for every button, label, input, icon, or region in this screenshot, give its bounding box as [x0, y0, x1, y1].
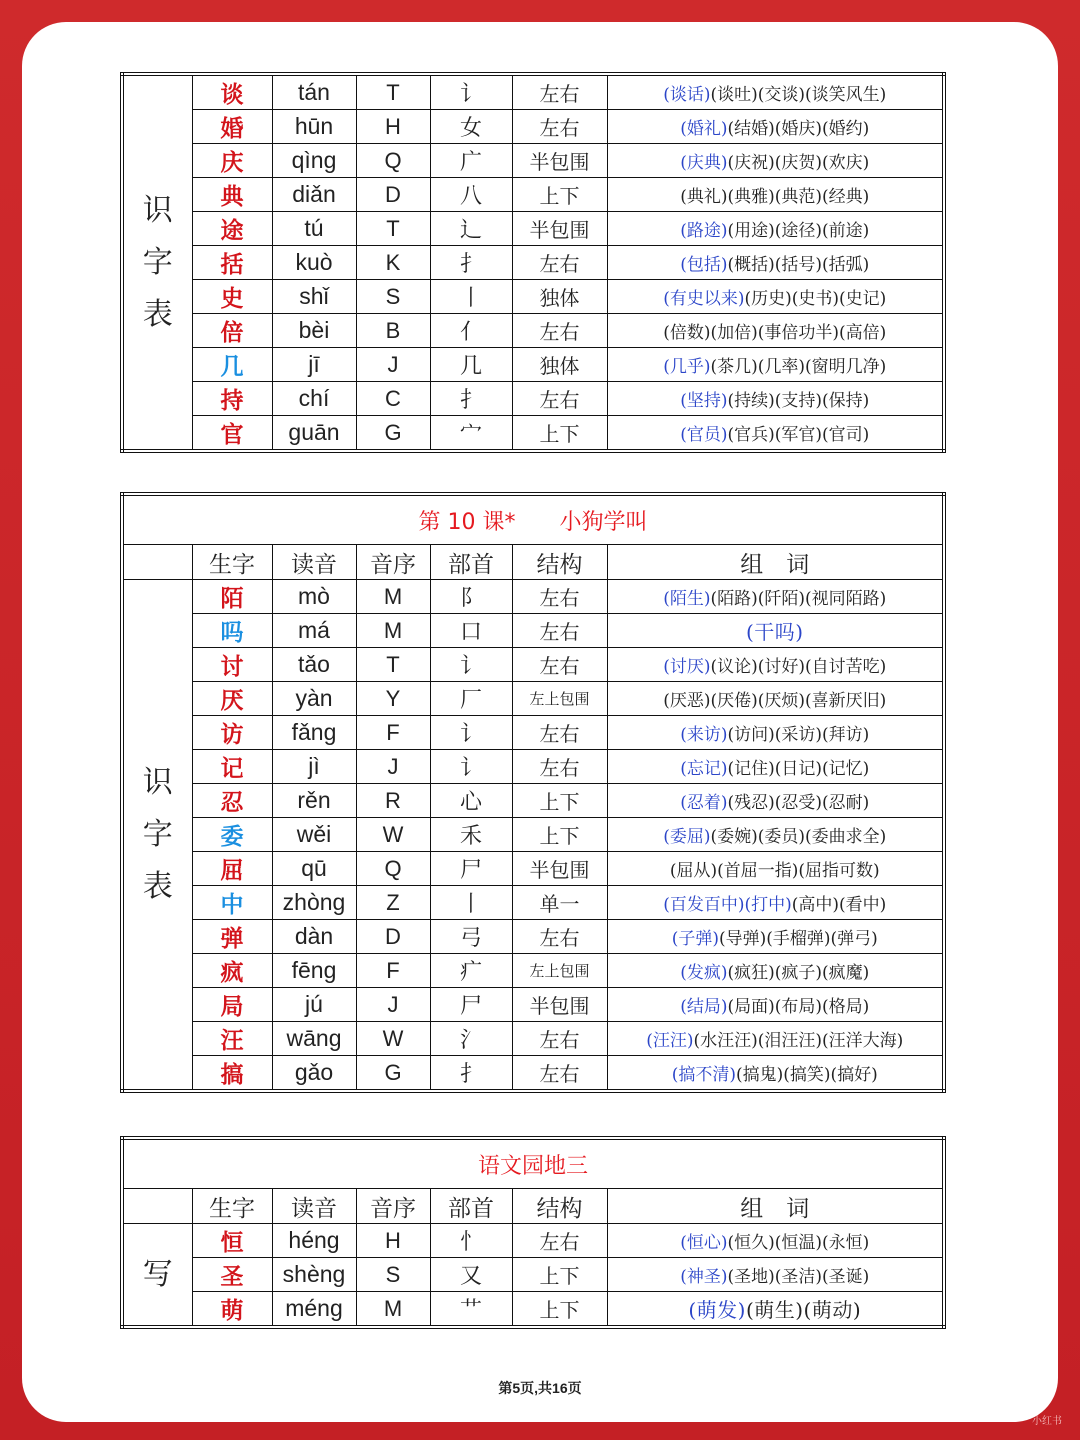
radical-cell: 讠 [430, 716, 512, 750]
pinyin-cell: qìng [272, 144, 356, 178]
structure-cell: 单一 [512, 886, 607, 920]
table-header-row [122, 545, 944, 580]
hanzi-cell: 持 [192, 382, 272, 416]
table-row [122, 1292, 944, 1328]
words-cell [607, 886, 944, 920]
index-letter-cell: B [356, 314, 430, 348]
vocab-table-garden-3 [120, 1136, 946, 1329]
table-row [122, 818, 944, 852]
hanzi-cell: 厌 [192, 682, 272, 716]
hanzi-cell: 吗 [192, 614, 272, 648]
structure-cell: 左上包围 [512, 682, 607, 716]
radical-cell: 口 [430, 614, 512, 648]
pinyin-cell: tǎo [272, 648, 356, 682]
words-cell [607, 920, 944, 954]
words-cell [607, 212, 944, 246]
radical-cell: 尸 [430, 852, 512, 886]
highlighted-word: (官员) [680, 425, 728, 445]
header-words: 组 词 [607, 545, 944, 580]
header-radical: 部首 [430, 545, 512, 580]
highlighted-word: (委屈) [663, 827, 711, 847]
index-letter-cell: D [356, 178, 430, 212]
highlighted-word: (谈话) [663, 85, 711, 105]
radical-cell: 辶 [430, 212, 512, 246]
highlighted-word: (萌发) [688, 1298, 746, 1322]
table-row [122, 580, 944, 614]
words-cell [607, 1258, 944, 1292]
other-words: (水汪汪)(泪汪汪)(汪洋大海) [693, 1031, 904, 1051]
pinyin-cell: qū [272, 852, 356, 886]
table-title-row [122, 494, 944, 545]
section-side-label [122, 1224, 192, 1328]
pinyin-cell: jú [272, 988, 356, 1022]
index-letter-cell: Q [356, 144, 430, 178]
header-structure: 结构 [512, 545, 607, 580]
index-letter-cell: C [356, 382, 430, 416]
structure-cell: 左右 [512, 920, 607, 954]
structure-cell: 左右 [512, 750, 607, 784]
page-footer: 第5页,共16页 [498, 1380, 582, 1396]
words-cell [607, 178, 944, 212]
structure-cell: 左右 [512, 716, 607, 750]
table-row [122, 178, 944, 212]
hanzi-cell: 典 [192, 178, 272, 212]
table-row [122, 110, 944, 144]
radical-cell: 丨 [430, 886, 512, 920]
structure-cell: 左右 [512, 74, 607, 110]
other-words: (典礼)(典雅)(典范)(经典) [680, 187, 870, 207]
words-cell [607, 144, 944, 178]
highlighted-word: (神圣) [680, 1267, 728, 1287]
words-cell [607, 988, 944, 1022]
lesson-number: 第 10 课* [418, 509, 516, 535]
index-letter-cell: F [356, 954, 430, 988]
radical-cell: 扌 [430, 382, 512, 416]
structure-cell: 左右 [512, 614, 607, 648]
structure-cell: 半包围 [512, 144, 607, 178]
structure-cell: 上下 [512, 178, 607, 212]
table-row [122, 920, 944, 954]
words-cell [607, 246, 944, 280]
index-letter-cell: H [356, 1224, 430, 1258]
structure-cell: 独体 [512, 348, 607, 382]
structure-cell: 左右 [512, 1056, 607, 1092]
words-cell [607, 416, 944, 452]
hanzi-cell: 婚 [192, 110, 272, 144]
hanzi-cell: 萌 [192, 1292, 272, 1328]
table-row [122, 988, 944, 1022]
highlighted-word: (婚礼) [680, 119, 728, 139]
words-cell [607, 818, 944, 852]
table-row [122, 212, 944, 246]
table-row [122, 886, 944, 920]
structure-cell: 上下 [512, 1292, 607, 1328]
highlighted-word: (结局) [680, 997, 728, 1017]
hanzi-cell: 汪 [192, 1022, 272, 1056]
table-row [122, 648, 944, 682]
words-cell [607, 348, 944, 382]
table-title-row [122, 1138, 944, 1189]
hanzi-cell: 委 [192, 818, 272, 852]
pinyin-cell: fǎng [272, 716, 356, 750]
table-row [122, 416, 944, 452]
radical-cell: 八 [430, 178, 512, 212]
highlighted-word: (庆典) [680, 153, 728, 173]
structure-cell: 左右 [512, 110, 607, 144]
pinyin-cell: guān [272, 416, 356, 452]
other-words: (搞鬼)(搞笑)(搞好) [735, 1065, 878, 1085]
other-words: (疯狂)(疯子)(疯魔) [727, 963, 870, 983]
garden-title: 语文园地三 [122, 1138, 944, 1189]
radical-cell: 讠 [430, 74, 512, 110]
hanzi-cell: 括 [192, 246, 272, 280]
header-pinyin: 读音 [272, 1189, 356, 1224]
radical-cell: 心 [430, 784, 512, 818]
radical-cell: 讠 [430, 750, 512, 784]
words-cell [607, 648, 944, 682]
index-letter-cell: W [356, 1022, 430, 1056]
index-letter-cell: J [356, 750, 430, 784]
highlighted-word: (汪汪) [646, 1031, 694, 1051]
other-words: (谈吐)(交谈)(谈笑风生) [710, 85, 887, 105]
hanzi-cell: 局 [192, 988, 272, 1022]
other-words: (历史)(史书)(史记) [744, 289, 887, 309]
hanzi-cell: 疯 [192, 954, 272, 988]
radical-cell: 扌 [430, 1056, 512, 1092]
hanzi-cell: 记 [192, 750, 272, 784]
other-words: (恒久)(恒温)(永恒) [727, 1233, 870, 1253]
structure-cell: 半包围 [512, 988, 607, 1022]
other-words: (萌生)(萌动) [745, 1298, 862, 1322]
other-words: (厌恶)(厌倦)(厌烦)(喜新厌旧) [663, 691, 887, 711]
hanzi-cell: 官 [192, 416, 272, 452]
other-words: (茶几)(几率)(窗明几净) [710, 357, 887, 377]
words-cell [607, 716, 944, 750]
structure-cell: 上下 [512, 818, 607, 852]
words-cell [607, 314, 944, 348]
other-words: (残忍)(忍受)(忍耐) [727, 793, 870, 813]
index-letter-cell: H [356, 110, 430, 144]
hanzi-cell: 访 [192, 716, 272, 750]
words-cell [607, 382, 944, 416]
index-letter-cell: Y [356, 682, 430, 716]
hanzi-cell: 中 [192, 886, 272, 920]
index-letter-cell: D [356, 920, 430, 954]
hanzi-cell: 庆 [192, 144, 272, 178]
table-row [122, 246, 944, 280]
words-cell [607, 280, 944, 314]
header-index: 音序 [356, 545, 430, 580]
other-words: (记住)(日记)(记忆) [727, 759, 870, 779]
index-letter-cell: T [356, 212, 430, 246]
hanzi-cell: 搞 [192, 1056, 272, 1092]
header-blank [122, 545, 192, 580]
header-index: 音序 [356, 1189, 430, 1224]
highlighted-word: (有史以来) [663, 289, 745, 309]
table-row [122, 682, 944, 716]
table-row [122, 144, 944, 178]
header-structure: 结构 [512, 1189, 607, 1224]
structure-cell: 左右 [512, 1022, 607, 1056]
hanzi-cell: 恒 [192, 1224, 272, 1258]
pinyin-cell: tú [272, 212, 356, 246]
words-cell [607, 1022, 944, 1056]
radical-cell: 禾 [430, 818, 512, 852]
header-char: 生字 [192, 1189, 272, 1224]
radical-cell: 亻 [430, 314, 512, 348]
hanzi-cell: 讨 [192, 648, 272, 682]
side-label-text: 识字表 [142, 764, 173, 904]
pinyin-cell: kuò [272, 246, 356, 280]
other-words: (用途)(途径)(前途) [727, 221, 870, 241]
highlighted-word: (搞不清) [671, 1065, 736, 1085]
highlighted-word: (发疯) [680, 963, 728, 983]
highlighted-word: (忍着) [680, 793, 728, 813]
hanzi-cell: 几 [192, 348, 272, 382]
hanzi-cell: 谈 [192, 74, 272, 110]
structure-cell: 半包围 [512, 212, 607, 246]
header-blank [122, 1189, 192, 1224]
table-row [122, 382, 944, 416]
hanzi-cell: 忍 [192, 784, 272, 818]
other-words: (陌路)(阡陌)(视同陌路) [710, 589, 887, 609]
highlighted-word: (忘记) [680, 759, 728, 779]
hanzi-cell: 倍 [192, 314, 272, 348]
highlighted-word: (陌生) [663, 589, 711, 609]
other-words: (议论)(讨好)(自讨苦吃) [710, 657, 887, 677]
highlighted-word: (子弹) [671, 929, 719, 949]
words-cell [607, 682, 944, 716]
highlighted-word: (坚持) [680, 391, 728, 411]
radical-cell: 扌 [430, 246, 512, 280]
hanzi-cell: 陌 [192, 580, 272, 614]
other-words: (倍数)(加倍)(事倍功半)(高倍) [663, 323, 887, 343]
table-row [122, 852, 944, 886]
table-row [122, 1022, 944, 1056]
pinyin-cell: mò [272, 580, 356, 614]
other-words: (委婉)(委员)(委曲求全) [710, 827, 887, 847]
header-char: 生字 [192, 545, 272, 580]
radical-cell: 几 [430, 348, 512, 382]
index-letter-cell: M [356, 1292, 430, 1328]
pinyin-cell: yàn [272, 682, 356, 716]
table-row [122, 1258, 944, 1292]
table-row [122, 348, 944, 382]
pinyin-cell: shèng [272, 1258, 356, 1292]
radical-cell: 弓 [430, 920, 512, 954]
structure-cell: 半包围 [512, 852, 607, 886]
radical-cell: 艹 [430, 1292, 512, 1328]
pinyin-cell: shǐ [272, 280, 356, 314]
header-words: 组 词 [607, 1189, 944, 1224]
highlighted-word: (路途) [680, 221, 728, 241]
hanzi-cell: 途 [192, 212, 272, 246]
index-letter-cell: Q [356, 852, 430, 886]
pinyin-cell: chí [272, 382, 356, 416]
pinyin-cell: jī [272, 348, 356, 382]
words-cell [607, 852, 944, 886]
highlighted-word: (百发百中)(打中) [663, 895, 792, 915]
hanzi-cell: 屈 [192, 852, 272, 886]
table-row [122, 314, 944, 348]
side-label-text: 识字表 [142, 192, 173, 332]
table-row [122, 74, 944, 110]
pinyin-cell: wěi [272, 818, 356, 852]
index-letter-cell: Z [356, 886, 430, 920]
index-letter-cell: J [356, 988, 430, 1022]
words-cell [607, 614, 944, 648]
other-words: (庆祝)(庆贺)(欢庆) [727, 153, 870, 173]
pinyin-cell: héng [272, 1224, 356, 1258]
other-words: (圣地)(圣洁)(圣诞) [727, 1267, 870, 1287]
radical-cell: 广 [430, 144, 512, 178]
radical-cell: 女 [430, 110, 512, 144]
index-letter-cell: M [356, 580, 430, 614]
highlighted-word: (来访) [680, 725, 728, 745]
header-radical: 部首 [430, 1189, 512, 1224]
table-row [122, 954, 944, 988]
radical-cell: 宀 [430, 416, 512, 452]
table-row [122, 1056, 944, 1092]
radical-cell: 厂 [430, 682, 512, 716]
pinyin-cell: dàn [272, 920, 356, 954]
vocab-table-lesson-10 [120, 492, 946, 1093]
table-row [122, 716, 944, 750]
pinyin-cell: wāng [272, 1022, 356, 1056]
radical-cell: 阝 [430, 580, 512, 614]
other-words: (持续)(支持)(保持) [727, 391, 870, 411]
highlighted-word: (讨厌) [663, 657, 711, 677]
pinyin-cell: zhòng [272, 886, 356, 920]
pinyin-cell: má [272, 614, 356, 648]
table-row [122, 784, 944, 818]
hanzi-cell: 圣 [192, 1258, 272, 1292]
highlighted-word: (几乎) [663, 357, 711, 377]
structure-cell: 独体 [512, 280, 607, 314]
pinyin-cell: jì [272, 750, 356, 784]
words-cell [607, 1056, 944, 1092]
pinyin-cell: hūn [272, 110, 356, 144]
table-row [122, 614, 944, 648]
vocab-table-1 [120, 72, 946, 453]
hanzi-cell: 弹 [192, 920, 272, 954]
radical-cell: 又 [430, 1258, 512, 1292]
radical-cell: 讠 [430, 648, 512, 682]
lesson-name: 小狗学叫 [559, 509, 648, 535]
side-label-text: 写 [142, 1256, 173, 1292]
words-cell [607, 580, 944, 614]
index-letter-cell: G [356, 416, 430, 452]
words-cell [607, 74, 944, 110]
words-cell [607, 954, 944, 988]
words-cell [607, 110, 944, 144]
section-side-label [122, 74, 192, 451]
structure-cell: 上下 [512, 416, 607, 452]
structure-cell: 左右 [512, 1224, 607, 1258]
structure-cell: 左右 [512, 246, 607, 280]
index-letter-cell: K [356, 246, 430, 280]
watermark: 小红书 [1032, 1416, 1062, 1427]
radical-cell: 丨 [430, 280, 512, 314]
index-letter-cell: F [356, 716, 430, 750]
radical-cell: 疒 [430, 954, 512, 988]
other-words: (局面)(布局)(格局) [727, 997, 870, 1017]
index-letter-cell: W [356, 818, 430, 852]
header-pinyin: 读音 [272, 545, 356, 580]
pinyin-cell: tán [272, 74, 356, 110]
index-letter-cell: G [356, 1056, 430, 1092]
highlighted-word: (恒心) [680, 1233, 728, 1253]
other-words: (屈从)(首屈一指)(屈指可数) [669, 861, 880, 881]
structure-cell: 左上包围 [512, 954, 607, 988]
pinyin-cell: diǎn [272, 178, 356, 212]
other-words: (高中)(看中) [791, 895, 887, 915]
index-letter-cell: T [356, 648, 430, 682]
structure-cell: 上下 [512, 784, 607, 818]
other-words: (官兵)(军官)(官司) [727, 425, 870, 445]
radical-cell: 忄 [430, 1224, 512, 1258]
words-cell [607, 1292, 944, 1328]
words-cell [607, 750, 944, 784]
structure-cell: 左右 [512, 382, 607, 416]
index-letter-cell: J [356, 348, 430, 382]
pinyin-cell: fēng [272, 954, 356, 988]
structure-cell: 左右 [512, 648, 607, 682]
structure-cell: 左右 [512, 580, 607, 614]
radical-cell: 尸 [430, 988, 512, 1022]
other-words: (导弹)(手榴弹)(弹弓) [718, 929, 878, 949]
index-letter-cell: S [356, 280, 430, 314]
section-side-label [122, 580, 192, 1092]
lesson-title [122, 494, 944, 545]
words-cell [607, 784, 944, 818]
other-words: (结婚)(婚庆)(婚约) [727, 119, 870, 139]
other-words: (概括)(括号)(括弧) [727, 255, 870, 275]
index-letter-cell: M [356, 614, 430, 648]
table-row [122, 280, 944, 314]
structure-cell: 上下 [512, 1258, 607, 1292]
pinyin-cell: méng [272, 1292, 356, 1328]
highlighted-word: (干吗) [745, 620, 804, 644]
index-letter-cell: T [356, 74, 430, 110]
hanzi-cell: 史 [192, 280, 272, 314]
index-letter-cell: S [356, 1258, 430, 1292]
pinyin-cell: rěn [272, 784, 356, 818]
table-row [122, 1224, 944, 1258]
highlighted-word: (包括) [680, 255, 728, 275]
pinyin-cell: bèi [272, 314, 356, 348]
table-row [122, 750, 944, 784]
structure-cell: 左右 [512, 314, 607, 348]
other-words: (访问)(采访)(拜访) [727, 725, 870, 745]
pinyin-cell: gǎo [272, 1056, 356, 1092]
words-cell [607, 1224, 944, 1258]
index-letter-cell: R [356, 784, 430, 818]
radical-cell: 氵 [430, 1022, 512, 1056]
table-header-row [122, 1189, 944, 1224]
